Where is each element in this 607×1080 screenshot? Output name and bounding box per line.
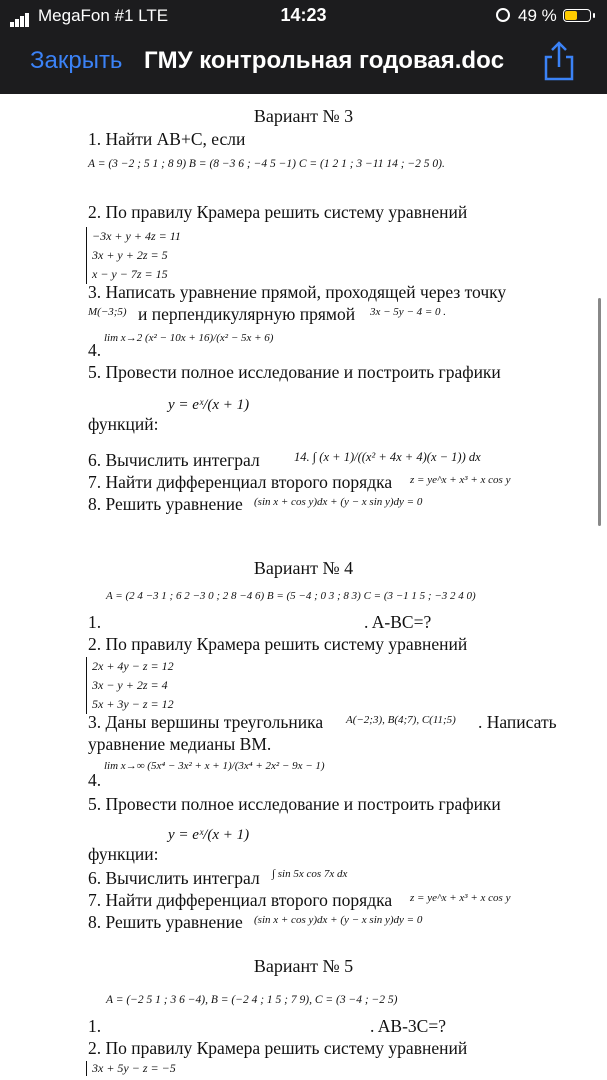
v4-task3: 3. Даны вершины треугольника: [88, 712, 324, 732]
v3-task7: 7. Найти дифференциал второго порядка: [88, 472, 393, 492]
v4-task5-function: y = eˣ/(x + 1): [168, 827, 250, 843]
v4-task1-question: . A-BC=?: [364, 612, 432, 632]
top-bar: [0, 0, 607, 94]
battery-icon: [563, 9, 591, 22]
clock: 14:23: [280, 5, 327, 25]
v3-eq1: −3x + y + 4z = 11: [92, 229, 181, 243]
v5-task1: 1.: [88, 1016, 102, 1036]
v4-eq2: 3x − y + 2z = 4: [92, 678, 168, 692]
v4-task5: 5. Провести полное исследование и построить графики: [88, 794, 501, 814]
v3-system: [86, 227, 212, 284]
v4-task2: 2. По правилу Крамера решить систему уравнений: [88, 634, 468, 654]
v5-task2: 2. По правилу Крамера решить систему уравнений: [88, 1038, 468, 1058]
v3-task3: 3. Написать уравнение прямой, проходящей через точку: [88, 282, 507, 302]
v4-task6: 6. Вычислить интеграл: [88, 868, 260, 888]
v4-system: [86, 657, 212, 714]
v4-task7-function: z = ye^x + x³ + x cos y: [410, 892, 511, 904]
status-bar: [0, 0, 607, 32]
v4-task3-points: A(−2;3), B(4;7), C(11;5): [346, 714, 456, 726]
v5-task1-matrices: A = (−2 5 1 ; 3 6 −4), B = (−2 4 ; 1 5 ; 7 9), C = (3 −4 ; −2 5): [106, 994, 398, 1006]
v4-task8-equation: (sin x + cos y)dx + (y − x sin y)dy = 0: [254, 914, 423, 926]
v4-task8: 8. Решить уравнение: [88, 912, 243, 932]
v4-task1: 1.: [88, 612, 102, 632]
v4-eq3: 5x + 3y − z = 12: [92, 697, 174, 711]
variant-3-heading: Вариант № 3: [253, 106, 354, 126]
battery-percent: 49 %: [518, 6, 557, 25]
v4-task5-b: функции:: [88, 844, 159, 864]
v3-task3-line: 3x − 5y − 4 = 0 .: [370, 306, 447, 318]
v3-eq2: 3x + y + 2z = 5: [92, 248, 168, 262]
scrollbar[interactable]: [598, 298, 601, 526]
v3-task7-function: z = ye^x + x³ + x cos y: [410, 474, 511, 486]
v3-task2: 2. По правилу Крамера решить систему уравнений: [88, 202, 468, 222]
v4-task3-b: . Написать: [478, 712, 557, 732]
variant-5-heading: Вариант № 5: [253, 956, 354, 976]
carrier-label: MegaFon #1 LTE: [38, 6, 169, 25]
v3-eq3: x − y − 7z = 15: [92, 267, 168, 281]
v3-task4-limit: lim x→2 (x² − 10x + 16)/(x² − 5x + 6): [104, 332, 274, 344]
v4-task7: 7. Найти дифференциал второго порядка: [88, 890, 393, 910]
v3-task5-b: функций:: [88, 414, 159, 434]
v5-eq1: 3x + 5y − z = −5: [86, 1061, 176, 1076]
v3-task6: 6. Вычислить интеграл: [88, 450, 260, 470]
close-button[interactable]: Закрыть: [30, 47, 123, 74]
share-icon[interactable]: [541, 40, 577, 82]
v5-task1-question: . AB-3C=?: [370, 1016, 446, 1036]
v4-task3-c: уравнение медианы BM.: [88, 734, 272, 754]
document-title: ГМУ контрольная годовая.doc: [144, 47, 505, 74]
v3-task1: 1. Найти AB+C, если: [88, 129, 246, 149]
v3-task4: 4.: [88, 340, 102, 360]
v4-task1-matrices: A = (2 4 −3 1 ; 6 2 −3 0 ; 2 8 −4 6) B = (5 −4 ; 0 3 ; 8 3) C = (3 −1 1 5 ; −3 2 4 0): [106, 590, 476, 602]
v4-eq1: 2x + 4y − z = 12: [92, 659, 174, 673]
v3-task5: 5. Провести полное исследование и построить графики: [88, 362, 501, 382]
battery-nub: [593, 13, 595, 18]
document-page: [0, 94, 607, 1080]
v3-task3-b: и перпендикулярную прямой: [138, 304, 356, 324]
v4-task4: 4.: [88, 770, 102, 790]
v4-task6-integral: ∫ sin 5x cos 7x dx: [272, 868, 348, 880]
v3-task8-equation: (sin x + cos y)dx + (y − x sin y)dy = 0: [254, 496, 423, 508]
v3-task3-point: M(−3;5): [88, 306, 127, 318]
v3-task8: 8. Решить уравнение: [88, 494, 243, 514]
v3-task1-matrices: A = (3 −2 ; 5 1 ; 8 9) B = (8 −3 6 ; −4 5 −1) C = (1 2 1 ; 3 −11 14 ; −2 5 0).: [88, 158, 445, 170]
variant-4-heading: Вариант № 4: [253, 558, 354, 578]
v4-task4-limit: lim x→∞ (5x⁴ − 3x² + x + 1)/(3x⁴ + 2x² − 9x − 1): [104, 760, 325, 772]
orientation-lock-icon: [496, 8, 510, 22]
v3-task6-integral: 14. ∫ (x + 1)/((x² + 4x + 4)(x − 1)) dx: [294, 450, 481, 464]
v3-task5-function: y = eˣ/(x + 1): [168, 397, 250, 413]
